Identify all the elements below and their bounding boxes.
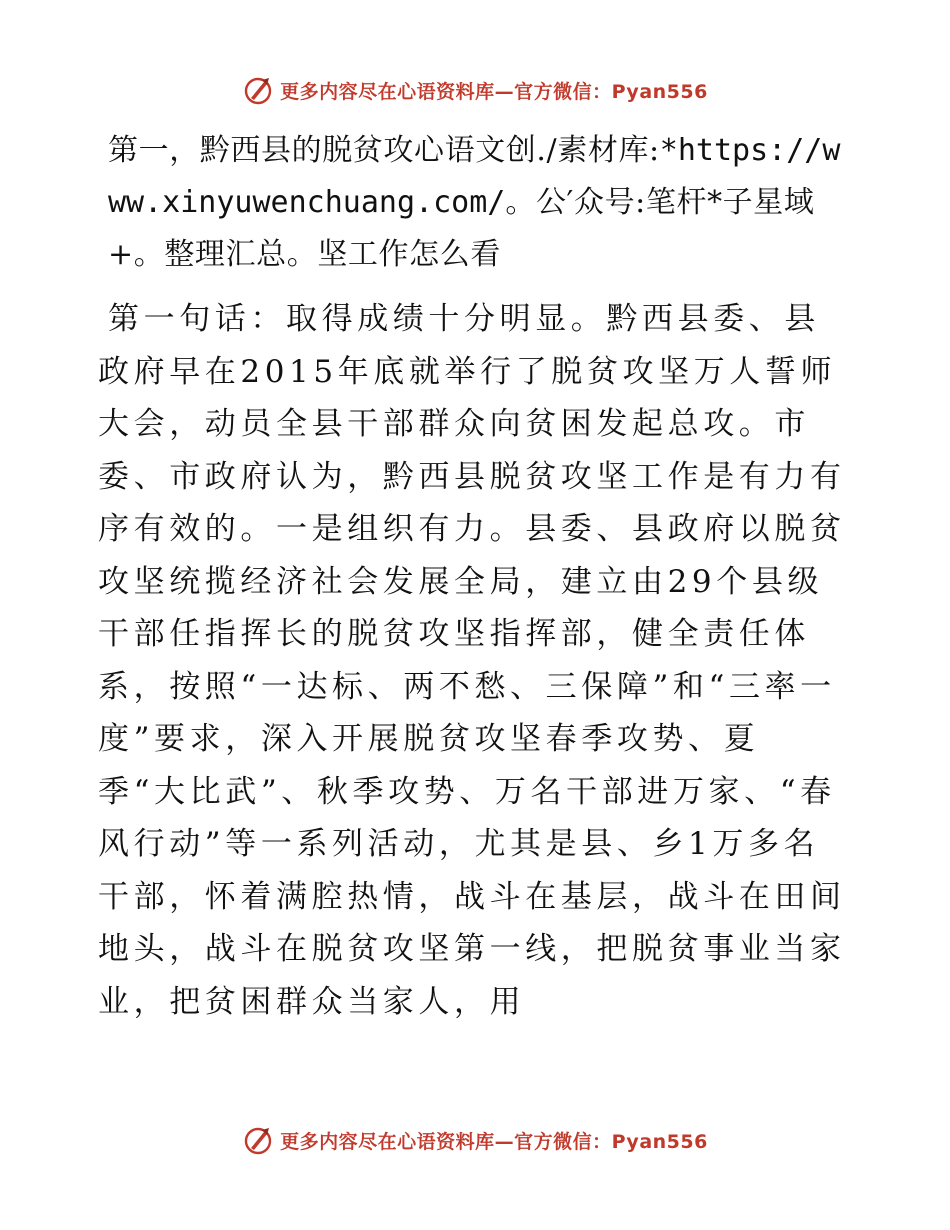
document-body [98,125,850,1028]
heading-text-continued: 。公′众号:笔杆*子星域+。整理汇总。坚工作怎么看 [108,185,815,272]
banner-text: 更多内容尽在心语资料库—官方微信：Pyan556 [280,80,708,103]
banner-text: 更多内容尽在心语资料库—官方微信：Pyan556 [280,1130,708,1153]
heading-text: 第一，黔西县的脱贫攻心语文创./素材库: [108,133,660,168]
body-paragraph: 第一句话：取得成绩十分明显。黔西县委、县政府早在2015年底就举行了脱贫攻坚万人誓师大会，动员全县干部群众向贫困发起总攻。市委、市政府认为，黔西县脱贫攻坚工作是有力有序有效的。一是组织有力。县委、县政府以脱贫攻坚统揽经济社会发展全局，建立由29个县级干部任指挥长的脱贫攻坚指挥部，健全责任体系，按照“一达标、两不愁、三保障”和“三率一度”要求，深入开展脱贫攻坚春季攻势、夏季“大比武”、秋季攻势、万名干部进万家、“春风行动”等一系列活动，尤其是县、乡1万多名干部，怀着满腔热情，战斗在基层，战斗在田间地头，战斗在脱贫攻坚第一线，把脱贫事业当家业，把贫困群众当家人，用 [98,301,846,1020]
heading-url: *https://www.xinyuwenchuang.com/ [108,133,841,220]
quill-circle-logo-icon [242,1124,274,1156]
document-heading [98,125,850,281]
header-banner [0,70,950,110]
footer-banner [0,1120,950,1160]
quill-circle-logo-icon [242,74,274,106]
